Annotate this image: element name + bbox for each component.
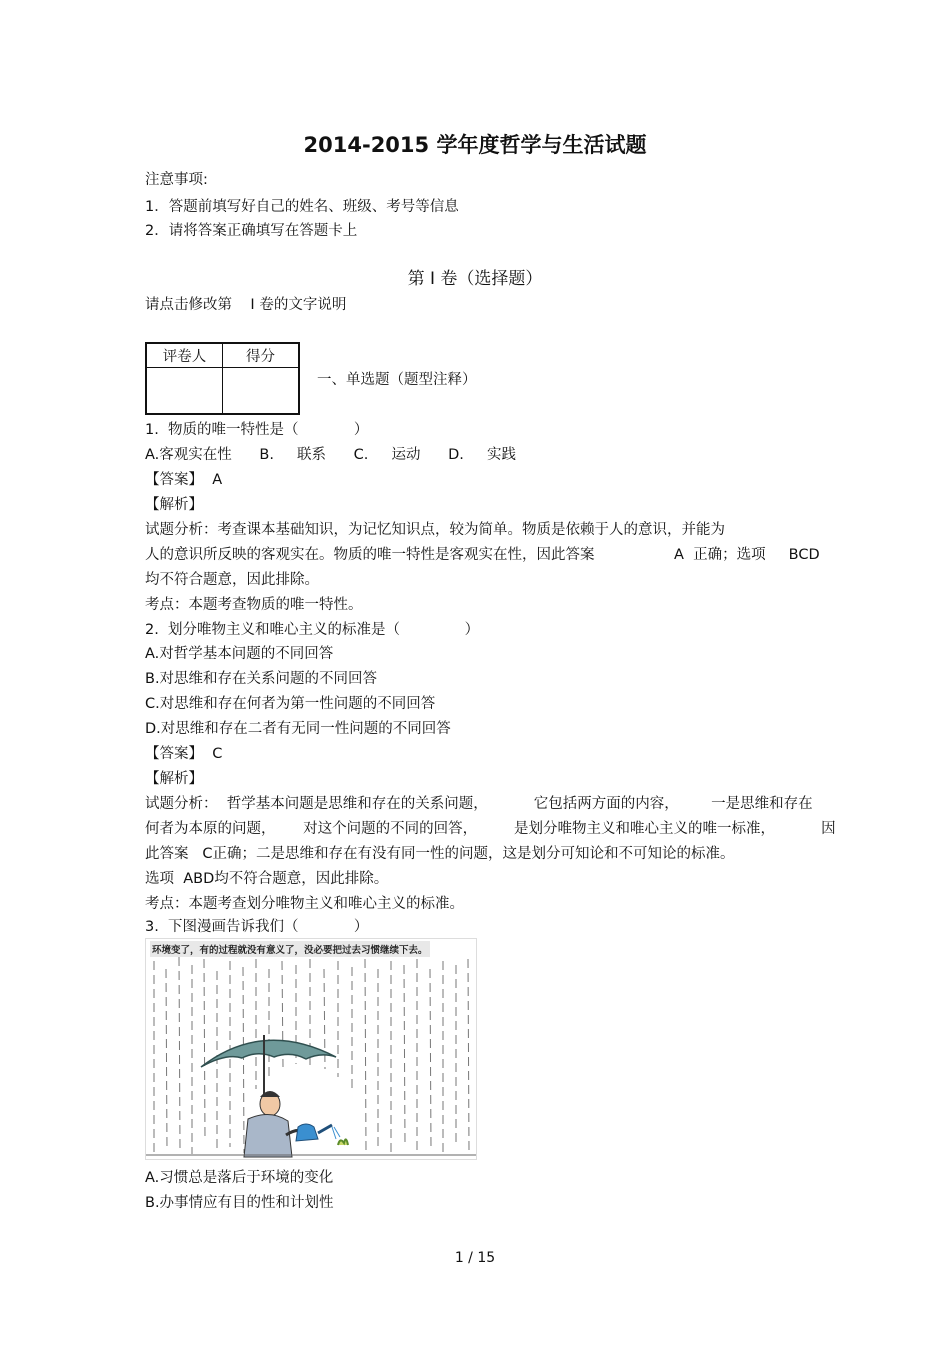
score-table — [145, 342, 300, 415]
q1-analysis-line-2a: 人的意识所反映的客观实在。物质的唯一特性是客观实在性，因此答案 — [145, 547, 595, 563]
coat — [244, 1114, 292, 1157]
score-table-header-score: 得分 — [223, 343, 300, 368]
q1-analysis-line-2b: A 正确；选项 BCD — [674, 547, 820, 563]
q1-analysis-line-3: 均不符合题意，因此排除。 — [145, 572, 319, 588]
q2-point: 考点：本题考查划分唯物主义和唯心主义的标准。 — [145, 896, 464, 912]
q2-analysis-line-4: 选项 ABD均不符合题意，因此排除。 — [145, 871, 389, 887]
q1-stem: 1. 物质的唯一特性是（ ） — [145, 422, 369, 438]
notice-item-2: 2．请将答案正确填写在答题卡上 — [145, 223, 358, 239]
q2-stem: 2. 划分唯物主义和唯心主义的标准是（ ） — [145, 622, 480, 638]
cartoon-caption: 环境变了，有的过程就没有意义了，没必要把过去习惯继续下去。 — [150, 941, 430, 957]
score-table-header-grader: 评卷人 — [146, 343, 223, 368]
q3-option-a: A.习惯总是落后于环境的变化 — [145, 1170, 334, 1186]
q2-answer: 【答案】 C — [145, 746, 223, 762]
q1-analysis-line-1: 试题分析：考查课本基础知识，为记忆知识点，较为简单。物质是依赖于人的意识，并能为 — [145, 522, 725, 538]
q1-answer: 【答案】 A — [145, 472, 223, 488]
volume-note: 请点击修改第 I 卷的文字说明 — [145, 297, 347, 313]
q1-analysis-label: 【解析】 — [145, 497, 203, 513]
q1-options: A.客观实在性 B. 联系 C. 运动 D. 实践 — [145, 447, 516, 463]
cartoon-image — [145, 938, 477, 1160]
notice-heading: 注意事项: — [145, 172, 208, 188]
q2-option-b: B.对思维和存在关系问题的不同回答 — [145, 671, 378, 687]
watering-can — [296, 1124, 318, 1141]
umbrella-canopy — [201, 1040, 336, 1067]
q2-analysis-line-2: 何者为本原的问题， 对这个问题的不同的回答， 是划分唯物主义和唯心主义的唯一标准， 因 — [145, 821, 836, 837]
q2-option-a: A.对哲学基本问题的不同回答 — [145, 646, 334, 662]
document-title: 2014-2015 学年度哲学与生活试题 — [303, 133, 647, 157]
q3-stem: 3. 下图漫画告诉我们（ ） — [145, 919, 369, 935]
cartoon-illustration — [146, 939, 476, 1159]
q2-option-d: D.对思维和存在二者有无同一性问题的不同回答 — [145, 721, 451, 737]
q2-option-c: C.对思维和存在何者为第一性问题的不同回答 — [145, 696, 436, 712]
q3-option-b: B.办事情应有目的性和计划性 — [145, 1195, 334, 1211]
q1-point: 考点：本题考查物质的唯一特性。 — [145, 597, 363, 613]
page-number: 1 / 15 — [454, 1250, 496, 1266]
score-table-cell-grader — [146, 368, 223, 415]
q2-analysis-label: 【解析】 — [145, 771, 203, 787]
score-table-cell-score — [223, 368, 300, 415]
section-title: 一、单选题（题型注释） — [317, 372, 477, 388]
notice-item-1: 1．答题前填写好自己的姓名、班级、考号等信息 — [145, 199, 459, 215]
q2-analysis-line-1: 试题分析： 哲学基本问题是思维和存在的关系问题， 它包括两方面的内容， 一是思维和存在 — [145, 796, 813, 812]
q2-analysis-line-3: 此答案 C正确；二是思维和存在有没有同一性的问题，这是划分可知论和不可知论的标准。 — [145, 846, 735, 862]
volume-title: 第 I 卷（选择题） — [407, 269, 543, 289]
